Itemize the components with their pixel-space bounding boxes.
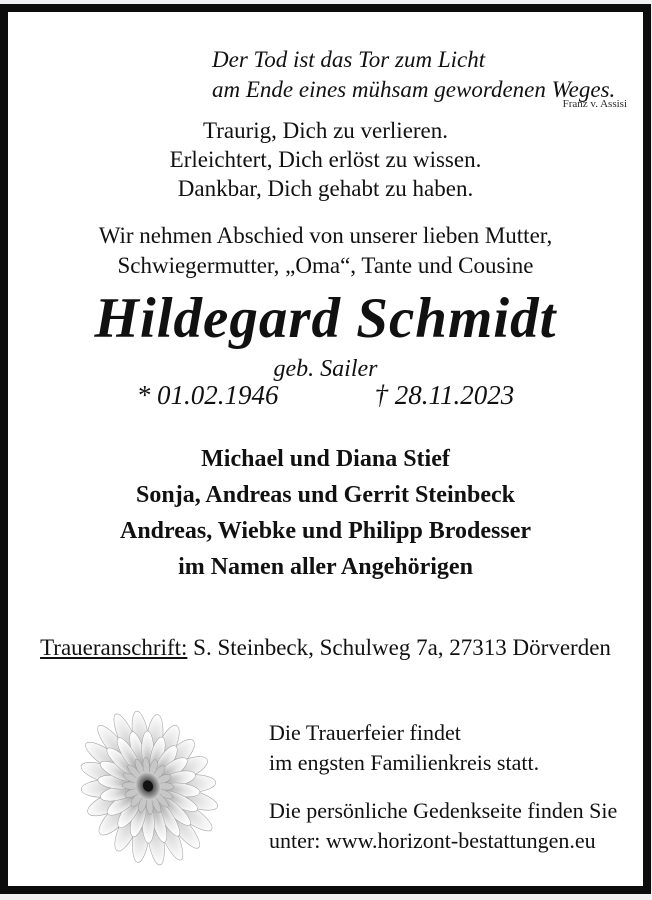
mourning-address: [8, 635, 643, 661]
birth-date: * 01.02.1946: [136, 380, 279, 410]
life-dates: [8, 380, 643, 411]
memorial-line-2: unter: www.horizont-bestattungen.eu: [269, 828, 596, 853]
service-notice: [269, 718, 539, 778]
gerbera-flower-icon: [66, 696, 226, 878]
mourners-line-2: Sonja, Andreas und Gerrit Steinbeck: [136, 482, 515, 508]
mourners-line-3: Andreas, Wiebke und Philipp Brodesser: [120, 518, 531, 544]
deceased-name: Hildegard Schmidt: [94, 287, 557, 350]
mourning-address-value: S. Steinbeck, Schulweg 7a, 27313 Dörverden: [187, 635, 611, 660]
obituary-card: [0, 4, 651, 894]
mourners-list: [8, 441, 643, 585]
memorial-page-notice: [269, 796, 617, 856]
condolence-verse: [8, 116, 643, 203]
death-date: † 28.11.2023: [374, 380, 515, 410]
quote-attribution: Franz v. Assisi: [562, 98, 627, 110]
quote-line-1: Der Tod ist das Tor zum Licht: [212, 47, 486, 72]
memorial-line-1: Die persönliche Gedenkseite finden Sie: [269, 798, 618, 823]
maiden-name: geb. Sailer: [273, 356, 378, 382]
farewell-line-2: Schwiegermutter, „Oma“, Tante und Cousine: [117, 253, 534, 278]
condolence-line-3: Dankbar, Dich gehabt zu haben.: [177, 176, 474, 201]
gerbera-flower-image: [66, 696, 226, 878]
farewell-line-1: Wir nehmen Abschied von unserer lieben Mutter,: [98, 223, 553, 248]
mourning-address-label: Traueranschrift:: [40, 635, 188, 660]
farewell-statement: [8, 221, 643, 281]
service-line-1: Die Trauerfeier findet: [269, 720, 461, 745]
condolence-line-1: Traurig, Dich zu verlieren.: [202, 118, 449, 143]
mourners-line-4: im Namen aller Angehörigen: [178, 554, 473, 580]
service-line-2: im engsten Familienkreis statt.: [269, 750, 540, 775]
opening-quote: [212, 45, 615, 105]
quote-line-2: am Ende eines mühsam gewordenen Weges.: [212, 77, 616, 102]
mourners-line-1: Michael und Diana Stief: [201, 446, 450, 472]
condolence-line-2: Erleichtert, Dich erlöst zu wissen.: [169, 147, 482, 172]
